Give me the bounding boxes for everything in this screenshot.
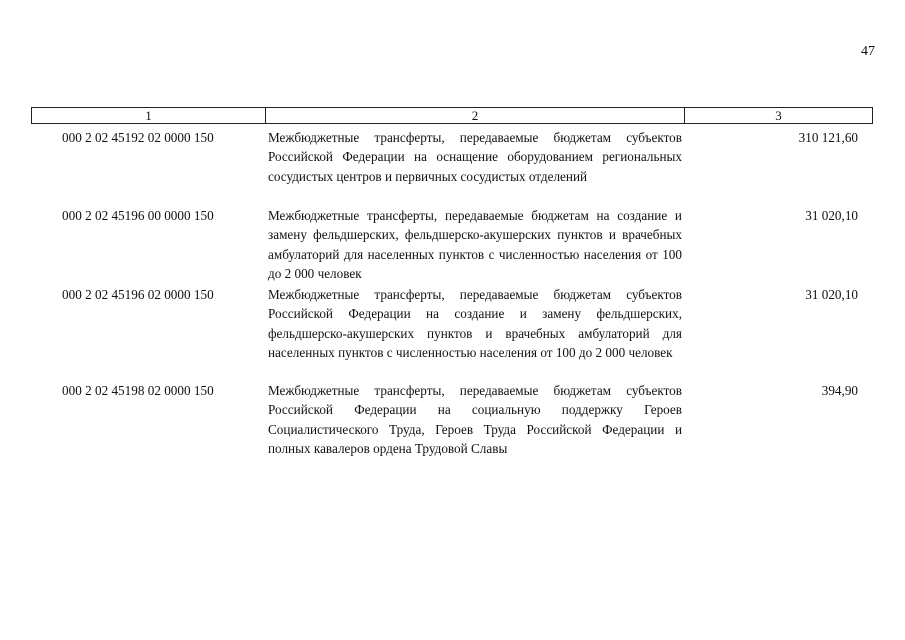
column-header-2: 2: [266, 108, 685, 123]
budget-code: 000 2 02 45198 02 0000 150: [62, 383, 214, 398]
row-description: Межбюджетные трансферты, передаваемые бюджетам на создание и замену фельдшерских, фельдшерско-акушерских пунктов и врачебных амбулаторий для населенных пунктов с численностью населения от 100 до 2 000 человек: [268, 208, 682, 282]
column-header-1: 1: [32, 108, 266, 123]
row-amount: 310 121,60: [798, 130, 858, 145]
row-amount: 394,90: [821, 383, 858, 398]
column-header-3: 3: [775, 108, 782, 123]
row-amount: 31 020,10: [805, 208, 858, 223]
row-description: Межбюджетные трансферты, передаваемые бюджетам субъектов Российской Федерации на оснащение оборудованием региональных сосудистых центров и первичных сосудистых отделений: [268, 130, 682, 184]
row-amount: 31 020,10: [805, 287, 858, 302]
row-description: Межбюджетные трансферты, передаваемые бюджетам субъектов Российской Федерации на создание и замену фельдшерских, фельдшерско-акушерских пунктов и врачебных амбулаторий для населенных пунктов с численностью населения от 100 до 2 000 человек: [268, 287, 682, 361]
page-number: 47: [861, 44, 875, 59]
budget-code: 000 2 02 45192 02 0000 150: [62, 130, 214, 145]
budget-code: 000 2 02 45196 00 0000 150: [62, 208, 214, 223]
table-header: [31, 107, 873, 124]
row-description: Межбюджетные трансферты, передаваемые бюджетам субъектов Российской Федерации на социальную поддержку Героев Социалистического Труда, Героев Труда Российской Федерации и полных кавалеров ордена Трудовой Славы: [268, 383, 682, 457]
budget-code: 000 2 02 45196 02 0000 150: [62, 287, 214, 302]
